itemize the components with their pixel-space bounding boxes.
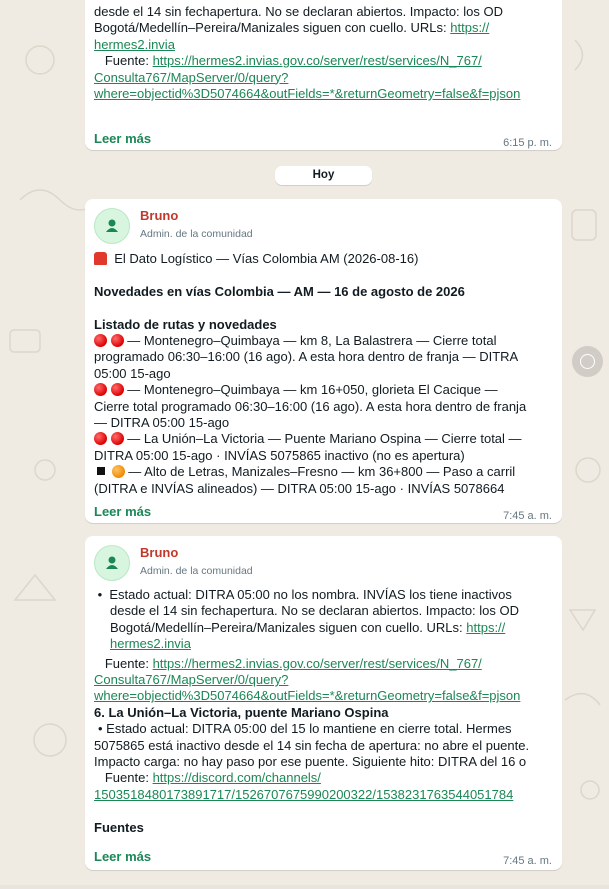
message-time: 6:15 p. m. — [503, 137, 552, 149]
sender-name[interactable]: Bruno — [140, 208, 179, 223]
bullet-line: Estado actual: DITRA 05:00 no los nombra. INVÍAS los tiene inactivos — [109, 587, 512, 602]
orange-circle-icon — [112, 465, 125, 478]
message-subtitle: Listado de rutas y novedades — [94, 316, 277, 332]
message-time: 7:45 a. m. — [503, 855, 552, 867]
source-label: Fuente: — [104, 655, 149, 671]
route-item: — Montenegro–Quimbaya — km 16+050, glorieta El Cacique — Cierre total programado 06:30–16:00 (16 ago). A esta hora dentro de franja — DITRA 05:00 15-ago — [94, 382, 527, 431]
message-bubble — [85, 0, 562, 150]
source-link[interactable]: where=objectid%3D5074664&outFields=*&returnGeometry=false&f=pjson — [94, 688, 521, 704]
reaction-button[interactable] — [572, 346, 603, 377]
state-line: • Estado actual: DITRA 05:00 del 15 lo mantiene en cierre total. Hermes — [98, 721, 512, 737]
source-link[interactable]: https://hermes2.invias.gov.co/server/rest/services/N_767/ — [152, 655, 482, 671]
red-circle-icon — [94, 383, 107, 396]
date-divider: Hoy — [275, 166, 372, 185]
source-link[interactable]: Consulta767/MapServer/0/query? — [94, 69, 289, 85]
state-line: Impacto carga: no hay paso por ese puente. Siguiente hito: DITRA del 16 o — [94, 754, 527, 770]
url-link[interactable]: hermes2.invia — [94, 36, 175, 52]
source-label: Fuente: — [104, 53, 149, 69]
emoji-icon — [580, 354, 595, 369]
black-square-icon — [97, 467, 105, 475]
discord-link[interactable]: 1503518480173891717/1526707675990200322/1538231763544051784 — [94, 786, 514, 802]
message-header: El Dato Logístico — Vías Colombia AM (2026-08-16) — [114, 251, 419, 266]
route-item: — La Unión–La Victoria — Puente Mariano Ospina — Cierre total — DITRA 05:00 15-ago · INVÍAS 5075865 inactivo (no es apertura) — [94, 431, 522, 463]
user-icon — [95, 546, 129, 580]
read-more-link[interactable]: Leer más — [94, 504, 152, 519]
user-icon — [95, 209, 129, 243]
red-circle-icon — [94, 334, 107, 347]
route-item: — Alto de Letras, Manizales–Fresno — km 36+800 — Paso a carril (DITRA e INVÍAS alineados) — DITRA 05:00 15-ago · INVÍAS 5078664 — [94, 464, 516, 496]
bullet-line: Bogotá/Medellín–Pereira/Manizales siguen con cuello. URLs: — [110, 619, 463, 635]
read-more-link[interactable]: Leer más — [94, 849, 152, 864]
avatar[interactable] — [94, 545, 130, 581]
message-bubble — [85, 536, 562, 870]
section-title: 6. La Unión–La Victoria, puente Mariano Ospina — [94, 704, 389, 720]
read-more-link[interactable]: Leer más — [94, 131, 152, 146]
bullet-line: desde el 14 sin fechapertura. No se declaran abiertos. Impacto: los OD — [110, 603, 519, 619]
message-line: desde el 14 sin fechapertura. No se declaran abiertos. Impacto: los OD — [94, 4, 503, 19]
message-bubble — [85, 199, 562, 523]
message-line: Bogotá/Medellín–Pereira/Manizales siguen con cuello. URLs: — [94, 20, 447, 36]
sender-role: Admin. de la comunidad — [140, 228, 253, 240]
red-circle-icon — [111, 334, 124, 347]
message-time: 7:45 a. m. — [503, 510, 552, 522]
message-text — [94, 4, 554, 102]
source-link[interactable]: where=objectid%3D5074664&outFields=*&returnGeometry=false&f=pjson — [94, 86, 521, 102]
sources-title: Fuentes — [94, 819, 144, 835]
red-circle-icon — [111, 383, 124, 396]
url-link[interactable]: https:// — [466, 619, 506, 635]
sender-name[interactable]: Bruno — [140, 545, 179, 560]
route-item: — Montenegro–Quimbaya — km 8, La Balastrera — Cierre total programado 06:30–16:00 (16 ago). A esta hora dentro de franja — DITRA 05:00 15-ago — [94, 333, 519, 381]
sender-role: Admin. de la comunidad — [140, 565, 253, 577]
source-label: Fuente: — [104, 770, 149, 786]
message-text — [94, 251, 554, 497]
source-link[interactable]: Consulta767/MapServer/0/query? — [94, 672, 289, 688]
message-text: • Estado actual: DITRA 05:00 no los nombra. INVÍAS los tiene inactivos desde el 14 sin fechapertura. No se declaran abiertos. Impacto: los OD Bogotá/Medellín–Pereira/Manizales siguen con cuello. URLs: https:// hermes2.invia Fuente: https://hermes2.invias.gov.co/server/rest/services/N_767/ Consulta767/MapServer/0/query? where=objectid%3D5074664&outFields=*&returnGeometry=false&f=pjson 6. La Unión–La Victoria, puente Mariano Ospina • Estado actual: DITRA 05:00 del 15 lo mantiene en cierre total. Hermes 5075865 está inactivo desde el 14 sin fecha de apertura: no abre el puente. Impacto carga: no hay paso por ese puente. Siguiente hito: DITRA del 16 o Fuente: https://discord.com/channels/ 1503518480173891717/1526707675990200322/1538231763544051784 Fuentes — [94, 587, 554, 836]
message-title: Novedades en vías Colombia — AM — 16 de agosto de 2026 — [94, 283, 465, 299]
siren-icon — [94, 252, 107, 265]
url-link[interactable]: hermes2.invia — [110, 636, 191, 652]
red-circle-icon — [94, 432, 107, 445]
chat-bottom-edge — [0, 885, 609, 889]
avatar[interactable] — [94, 208, 130, 244]
source-link[interactable]: https://hermes2.invias.gov.co/server/rest/services/N_767/ — [152, 53, 482, 69]
state-line: 5075865 está inactivo desde el 14 sin fecha de apertura: no abre el puente. — [94, 737, 530, 753]
discord-link[interactable]: https://discord.com/channels/ — [152, 770, 321, 786]
url-link[interactable]: https:// — [450, 20, 490, 36]
red-circle-icon — [111, 432, 124, 445]
